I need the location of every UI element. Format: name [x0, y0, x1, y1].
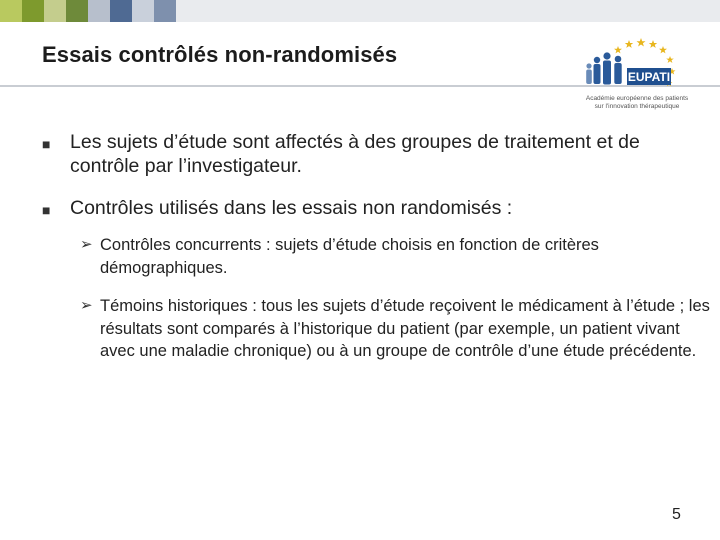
logo-tagline-line: Académie européenne des patients [585, 95, 689, 102]
header-square [110, 0, 132, 22]
bullet-item [42, 130, 712, 178]
arrow-bullet-icon: ➢ [80, 297, 93, 314]
header-square [88, 0, 110, 22]
title-area [42, 42, 397, 68]
header-square [132, 0, 154, 22]
star-icon [649, 40, 657, 48]
eupati-logo [567, 36, 707, 118]
header-square [22, 0, 44, 22]
header-color-band [0, 0, 720, 22]
slide-body [42, 130, 712, 379]
slide-title: Essais contrôlés non-randomisés [42, 42, 398, 67]
square-bullet-icon: ■ [42, 136, 51, 152]
arrow-bullet-icon: ➢ [80, 236, 93, 253]
people-icon [586, 52, 622, 84]
logo-tagline-line: sur l'innovation thérapeutique [594, 103, 680, 110]
header-square [0, 0, 22, 22]
star-icon [637, 38, 646, 47]
page-number: 5 [672, 506, 681, 523]
bullet-text: Contrôles utilisés dans les essais non randomisés : [70, 197, 513, 219]
sub-bullet-item [80, 234, 710, 279]
square-bullet-icon: ■ [42, 202, 51, 218]
bullet-text: Les sujets d’étude sont affectés à des groupes de traitement et de contrôle par l’investigateur. [70, 131, 640, 177]
sub-bullet-text: Contrôles concurrents : sujets d’étude choisis en fonction de critères démographiques. [100, 236, 599, 277]
sub-bullet-item [80, 295, 710, 363]
header-square [44, 0, 66, 22]
header-square [154, 0, 176, 22]
star-icon [666, 56, 674, 63]
star-icon [659, 46, 667, 53]
sub-bullet-text: Témoins historiques : tous les sujets d’étude reçoivent le médicament à l’étude ; les résultats sont comparés à l’historique du patient (par exemple, un patient vivant avec une maladie chronique) ou à un groupe de contrôle d’une étude précédente. [100, 297, 710, 360]
header-band [176, 0, 720, 22]
star-icon [625, 40, 633, 48]
logo-tagline [567, 95, 707, 111]
eupati-logo-icon [583, 36, 693, 94]
star-icon [614, 46, 622, 53]
header-square [66, 0, 88, 22]
bullet-item [42, 196, 712, 220]
logo-wordmark: EUPATI [627, 70, 671, 84]
